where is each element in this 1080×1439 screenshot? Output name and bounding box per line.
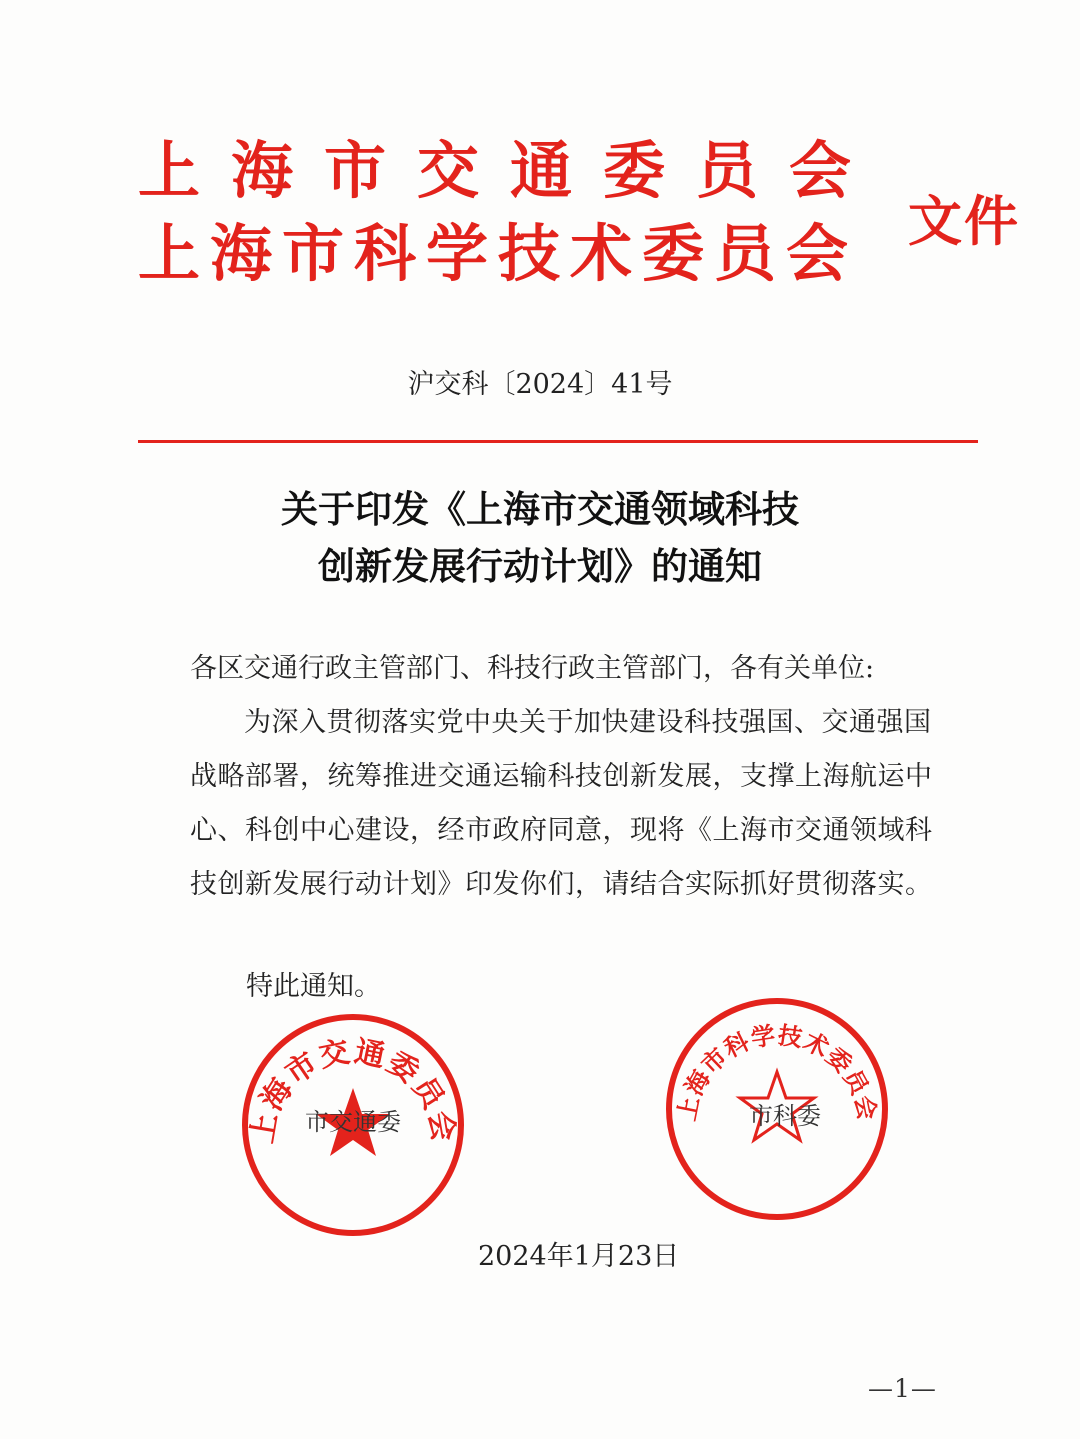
issue-date: 2024年1月23日	[478, 1241, 680, 1272]
salutation: 各区交通行政主管部门、科技行政主管部门，各有关单位:	[190, 653, 875, 684]
seal-science-commission	[662, 994, 892, 1224]
seal-transport-commission	[238, 1010, 468, 1240]
issuer-line-1: 上海市交通委员会	[138, 134, 883, 207]
seal-ring-text: 上海市科学技术委员会	[672, 1021, 882, 1124]
body-paragraph: 为深入贯彻落实党中央关于加快建设科技强国、交通强国战略部署，统筹推进交通运输科技创新发展，支撑上海航运中心、科创中心建设，经市政府同意，现将《上海市交通领域科技创新发展行动计划》印发你们，请结合实际抓好贯彻落实。	[190, 707, 933, 900]
header-red-rule	[138, 440, 978, 443]
seal-overprint-text: 市交通委	[305, 1108, 401, 1136]
seal-ring-text: 上海市交通委员会	[244, 1034, 462, 1146]
closing-phrase: 特此通知。	[246, 971, 381, 1002]
page-number: —1—	[868, 1374, 937, 1403]
document-type-label: 文件	[908, 190, 1020, 253]
document-title-line-1: 关于印发《上海市交通领域科技	[281, 488, 799, 531]
document-number: 沪交科〔2024〕41号	[407, 369, 673, 400]
seal-overprint-text: 市科委	[749, 1102, 821, 1130]
document-title-line-2: 创新发展行动计划》的通知	[318, 545, 762, 588]
issuer-line-2: 上海市科学技术委员会	[138, 217, 859, 290]
